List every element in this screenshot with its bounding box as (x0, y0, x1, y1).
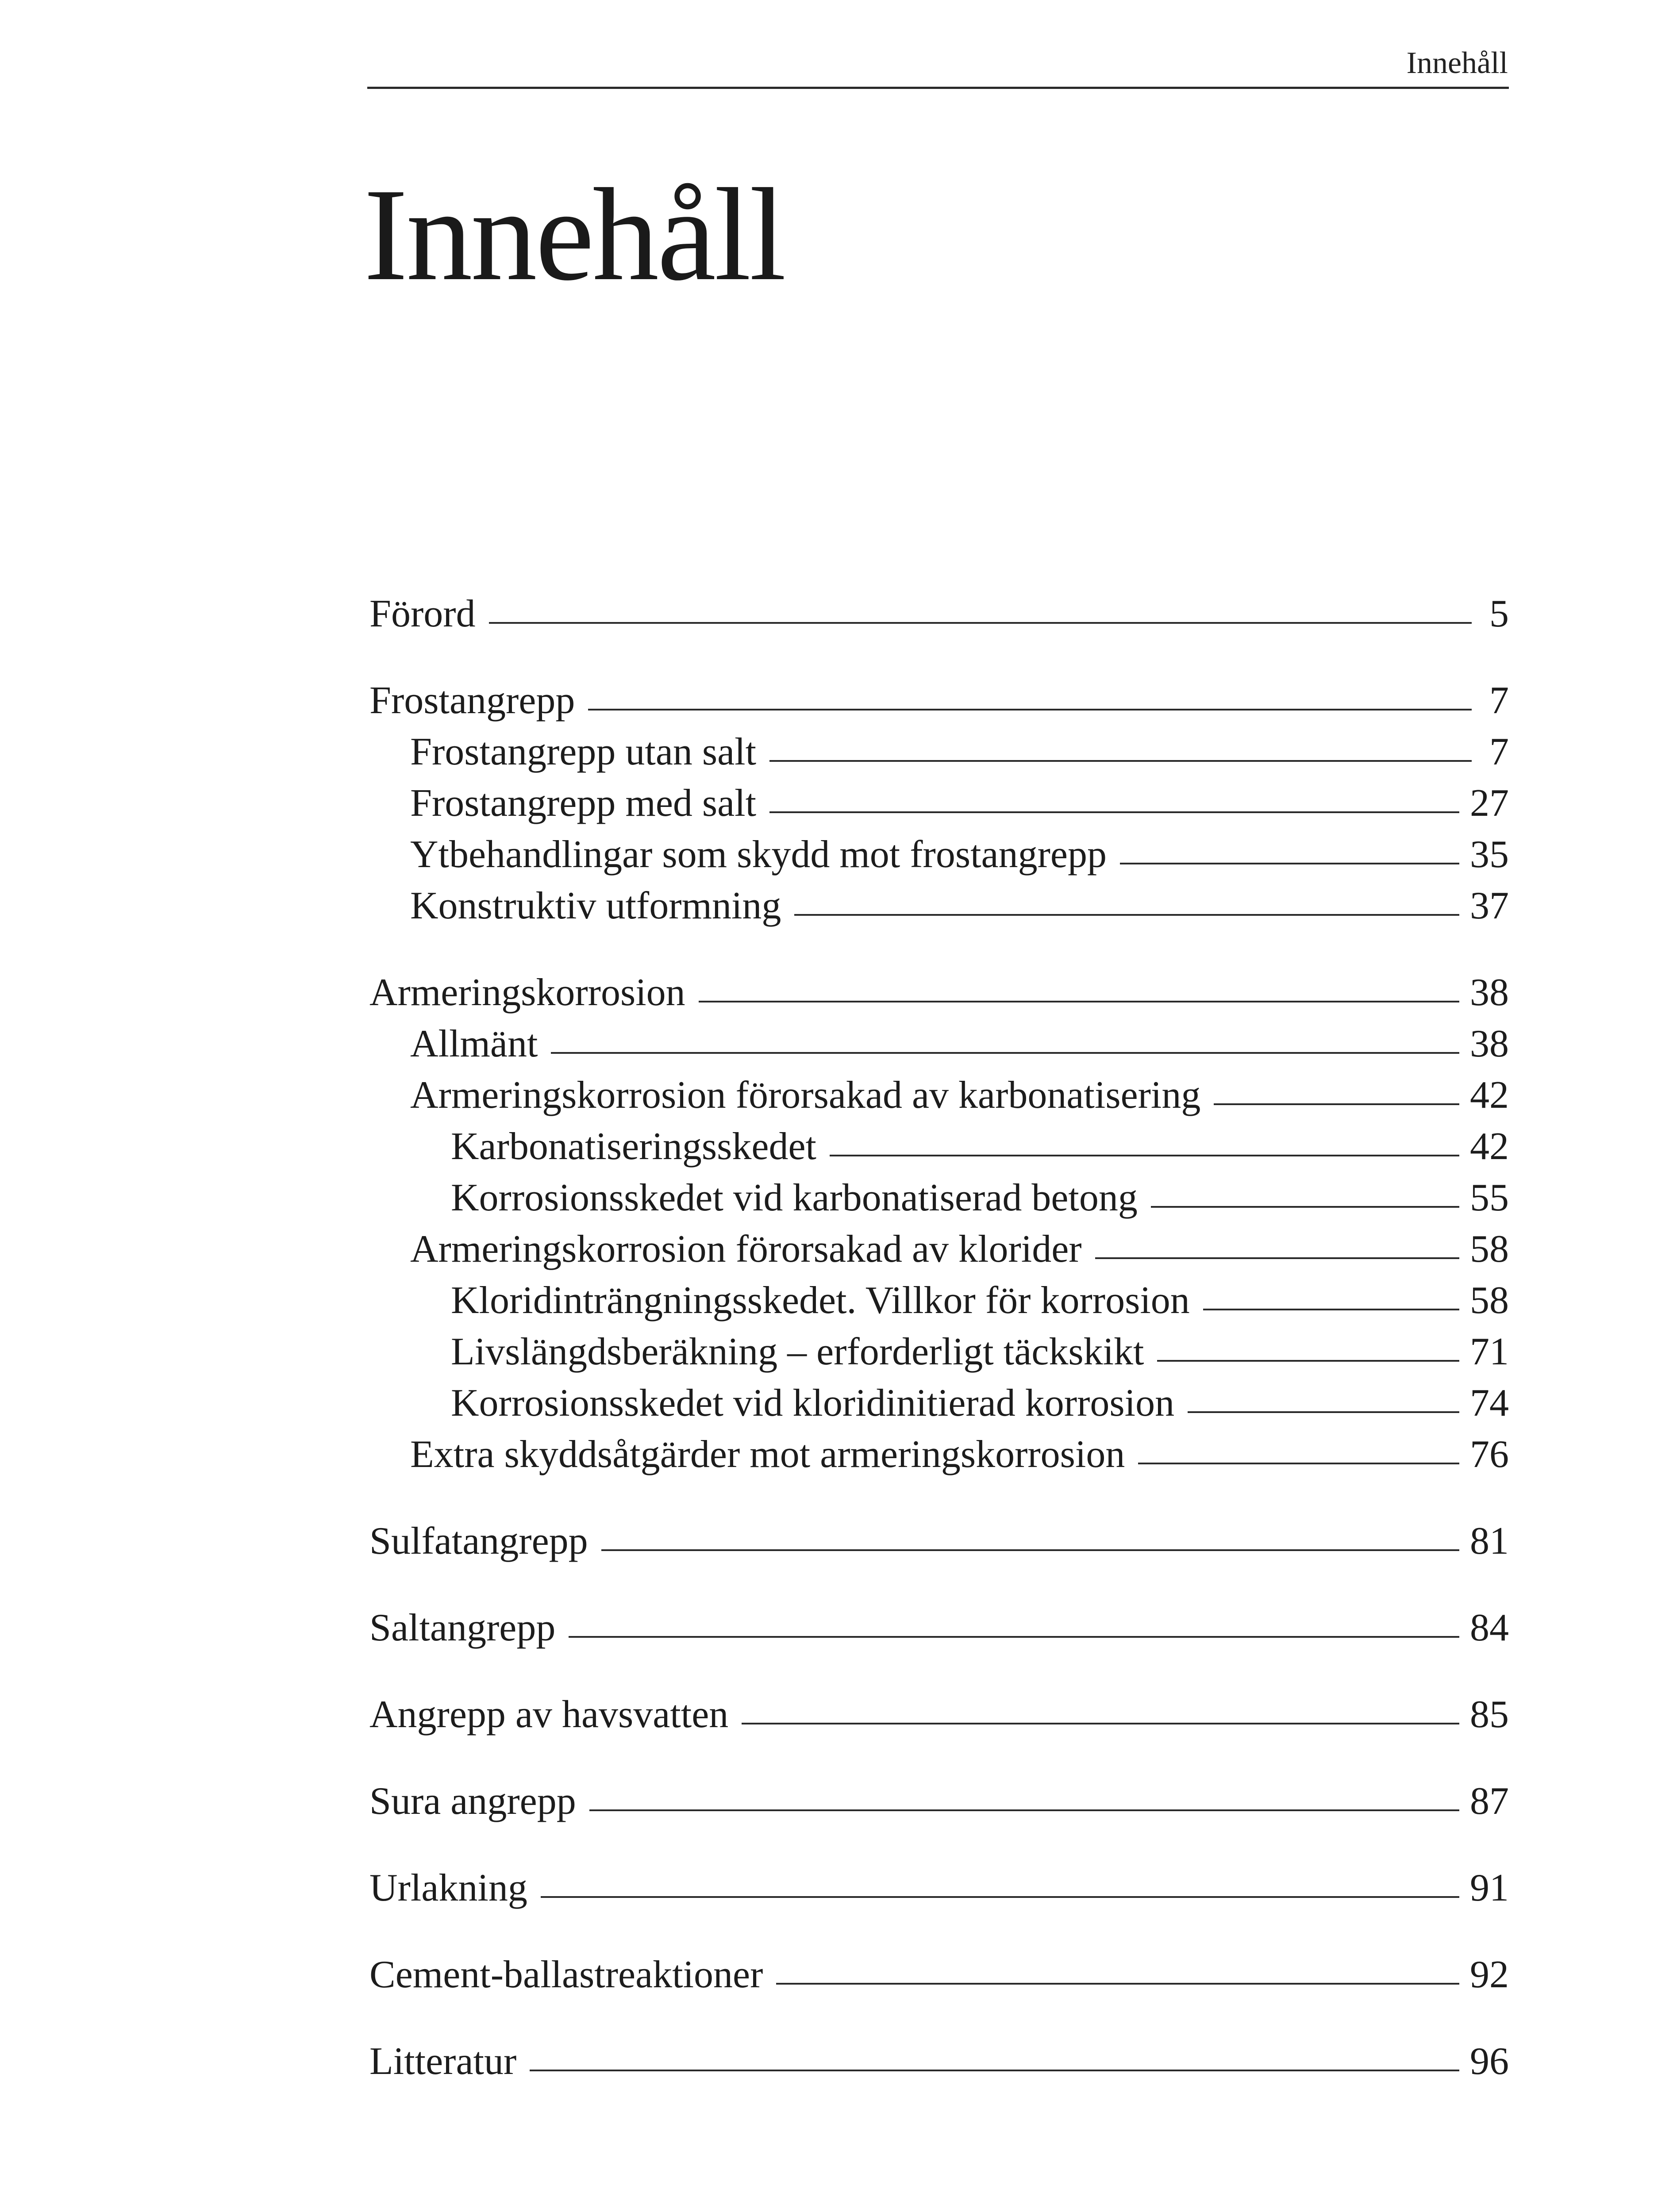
toc-entry (369, 675, 1509, 726)
toc-leader-line (569, 1636, 1459, 1638)
toc-leader-line (1138, 1463, 1459, 1464)
toc-page-number: 84 (1470, 1606, 1509, 1649)
toc-entry (369, 778, 1509, 829)
toc-leader-line (1214, 1103, 1459, 1105)
running-header: Innehåll (1406, 46, 1508, 80)
toc-page-number: 81 (1470, 1520, 1509, 1563)
toc-page-number: 55 (1470, 1176, 1509, 1219)
toc-leader-line (699, 1001, 1459, 1002)
toc-entry-title: Litteratur (369, 2040, 517, 2083)
toc-entry-title: Armeringskorrosion (369, 971, 685, 1014)
toc-page-number: 74 (1470, 1382, 1509, 1425)
toc-leader-line (1095, 1257, 1459, 1259)
toc-page-number: 38 (1470, 1022, 1509, 1065)
toc-entry-title: Urlakning (369, 1866, 527, 1909)
toc-leader-line (1120, 863, 1459, 864)
toc-entry (369, 1326, 1509, 1378)
toc-entry-title: Angrepp av havsvatten (369, 1693, 729, 1736)
toc-leader-line (769, 811, 1459, 813)
toc-entry-title: Frostangrepp med salt (410, 782, 757, 825)
toc-leader-line (530, 2070, 1459, 2071)
toc-leader-line (541, 1896, 1459, 1898)
toc-entry (369, 1378, 1509, 1429)
toc-entry (369, 1172, 1509, 1224)
toc-entry (369, 1516, 1509, 1567)
toc-page-number: 92 (1470, 1953, 1509, 1996)
toc-entry (369, 829, 1509, 880)
toc-entry (369, 1275, 1509, 1326)
toc-entry-title: Armeringskorrosion förorsakad av karbonatisering (410, 1074, 1201, 1117)
toc-entry (369, 588, 1509, 640)
toc-entry (369, 1224, 1509, 1275)
toc-page-number: 35 (1470, 833, 1509, 876)
toc-entry-title: Cement-ballastreaktioner (369, 1953, 763, 1996)
toc-leader-line (489, 622, 1472, 624)
toc-entry-title: Saltangrepp (369, 1606, 556, 1649)
toc-page-number: 42 (1470, 1125, 1509, 1168)
toc-leader-line (1157, 1360, 1459, 1362)
toc-entry-title: Frostangrepp (369, 679, 575, 722)
toc-leader-line (1188, 1411, 1459, 1413)
toc-entry (369, 1602, 1509, 1654)
toc-leader-line (769, 760, 1472, 762)
header-rule (367, 87, 1509, 89)
toc-entry (369, 726, 1509, 778)
toc-leader-line (1203, 1309, 1459, 1310)
toc-entry (369, 1121, 1509, 1172)
toc-entry-title: Sulfatangrepp (369, 1520, 588, 1563)
toc-entry-title: Korrosionsskedet vid kloridinitierad korrosion (451, 1382, 1175, 1425)
toc-entry (369, 1070, 1509, 1121)
toc-entry-title: Allmänt (410, 1022, 538, 1065)
toc-page-number: 71 (1470, 1330, 1509, 1373)
toc-page-number: 58 (1470, 1228, 1509, 1271)
toc-entry (369, 1429, 1509, 1480)
toc-page-number: 96 (1470, 2040, 1509, 2083)
toc-leader-line (601, 1549, 1459, 1551)
toc-entry-title: Livslängdsberäkning – erforderligt täckskikt (451, 1330, 1144, 1373)
toc-page-number: 7 (1489, 730, 1509, 773)
toc-entry-title: Ytbehandlingar som skydd mot frostangrepp (410, 833, 1107, 876)
toc-leader-line (794, 914, 1459, 916)
toc-leader-line (551, 1052, 1459, 1054)
toc-entry-title: Korrosionsskedet vid karbonatiserad betong (451, 1176, 1138, 1219)
toc-page-number: 7 (1489, 679, 1509, 722)
toc-page-number: 27 (1470, 782, 1509, 825)
toc-page-number: 76 (1470, 1433, 1509, 1476)
toc-entry (369, 1863, 1509, 1914)
toc-leader-line (742, 1723, 1459, 1724)
toc-entry (369, 1018, 1509, 1070)
toc-page-number: 85 (1470, 1693, 1509, 1736)
toc-leader-line (588, 709, 1472, 710)
toc-page-number: 5 (1489, 592, 1509, 635)
toc-entry (369, 2036, 1509, 2087)
toc-entry (369, 1949, 1509, 2001)
table-of-contents (369, 588, 1509, 2087)
toc-entry-title: Frostangrepp utan salt (410, 730, 757, 773)
toc-page-number: 38 (1470, 971, 1509, 1014)
toc-entry-title: Armeringskorrosion förorsakad av klorider (410, 1228, 1082, 1271)
toc-page-number: 37 (1470, 884, 1509, 927)
toc-page-number: 91 (1470, 1866, 1509, 1909)
toc-entry (369, 880, 1509, 932)
toc-entry-title: Karbonatiseringsskedet (451, 1125, 816, 1168)
toc-entry-title: Förord (369, 592, 476, 635)
toc-entry (369, 967, 1509, 1018)
toc-entry-title: Kloridinträngningsskedet. Villkor för korrosion (451, 1279, 1190, 1322)
toc-leader-line (1151, 1206, 1459, 1208)
toc-leader-line (776, 1983, 1459, 1985)
toc-entry-title: Sura angrepp (369, 1780, 576, 1823)
toc-entry (369, 1776, 1509, 1827)
toc-page-number: 58 (1470, 1279, 1509, 1322)
toc-page-number: 87 (1470, 1780, 1509, 1823)
toc-entry-title: Konstruktiv utformning (410, 884, 781, 927)
toc-entry-title: Extra skyddsåtgärder mot armeringskorrosion (410, 1433, 1125, 1476)
toc-page-number: 42 (1470, 1074, 1509, 1117)
page-title: Innehåll (364, 161, 785, 308)
toc-leader-line (589, 1809, 1459, 1811)
toc-leader-line (830, 1155, 1459, 1156)
toc-entry (369, 1689, 1509, 1740)
